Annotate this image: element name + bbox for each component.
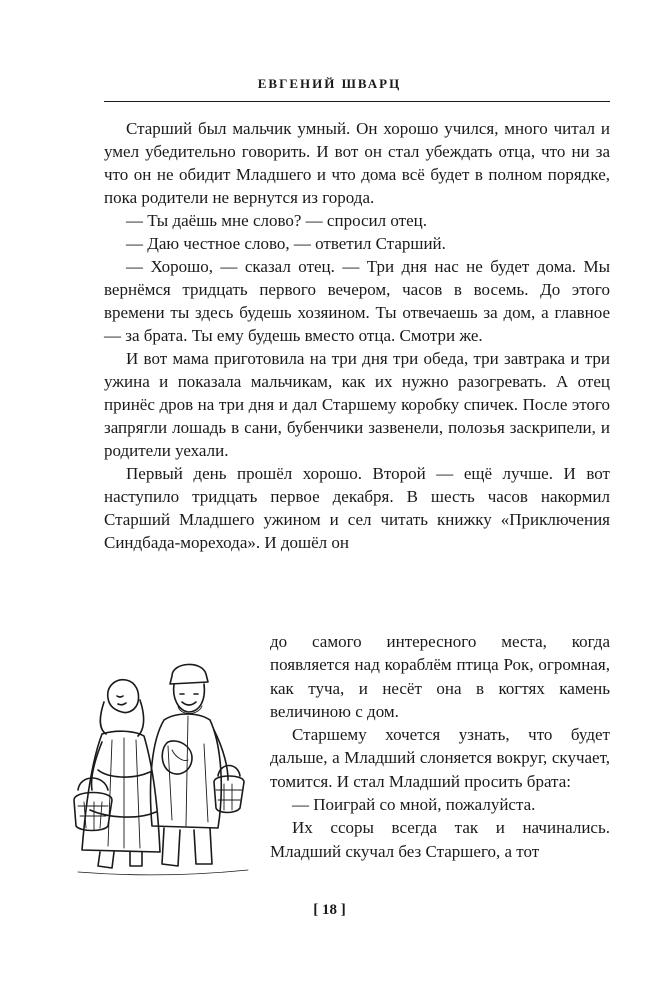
page-number: [ 18 ]	[313, 902, 346, 918]
header-rule	[104, 101, 610, 102]
illustration-woman-and-man-with-baskets	[68, 650, 268, 882]
paragraph: — Даю честное слово, — ответил Старший.	[126, 234, 446, 253]
running-header: ЕВГЕНИЙ ШВАРЦ	[257, 76, 402, 91]
paragraph: — Хорошо, — сказал отец. — Три дня нас не будет дома. Мы вернёмся тридцать первого вечером, часов в восемь. До этого времени ты здесь будешь хозяином. Ты отвечаешь за дом, а главное — за брата. Ты ему будешь вместо отца. Смотри же.	[104, 257, 610, 345]
paragraph: Первый день прошёл хорошо. Второй — ещё лучше. И вот наступило тридцать первое декабря. В шесть часов накормил Старший Младшего ужином и сел читать книжку «Приключения Синдбада-морехода». И дошёл он	[104, 464, 610, 552]
paragraph: Старший был мальчик умный. Он хорошо учился, много читал и умел убедительно говорить. И вот он стал убеждать отца, что ни за что он не обидит Младшего и что дома всё будет в полном порядке, пока родители не вернутся из города.	[104, 119, 610, 207]
paragraph: Старшему хочется узнать, что будет дальше, а Младший слоняется вокруг, скучает, томится. И стал Младший просить брата:	[270, 725, 610, 791]
wrapped-text	[270, 630, 610, 863]
paragraph: — Ты даёшь мне слово? — спросил отец.	[126, 211, 427, 230]
paragraph: до самого интересного места, когда появляется над кораблём птица Рок, огромная, как туча, и несёт она в когтях камень величиною с дом.	[270, 632, 610, 721]
main-text	[104, 117, 610, 554]
paragraph: И вот мама приготовила на три дня три обеда, три завтрака и три ужина и показала мальчикам, как их нужно разогревать. А отец принёс дров на три дня и дал Старшему коробку спичек. После этого запрягли лошадь в сани, бубенчики зазвенели, полозья заскрипели, и родители уехали.	[104, 349, 610, 460]
paragraph: — Поиграй со мной, пожалуйста.	[292, 795, 536, 815]
paragraph: Их ссоры всегда так и начинались. Младший скучал без Старшего, а тот	[270, 818, 610, 861]
